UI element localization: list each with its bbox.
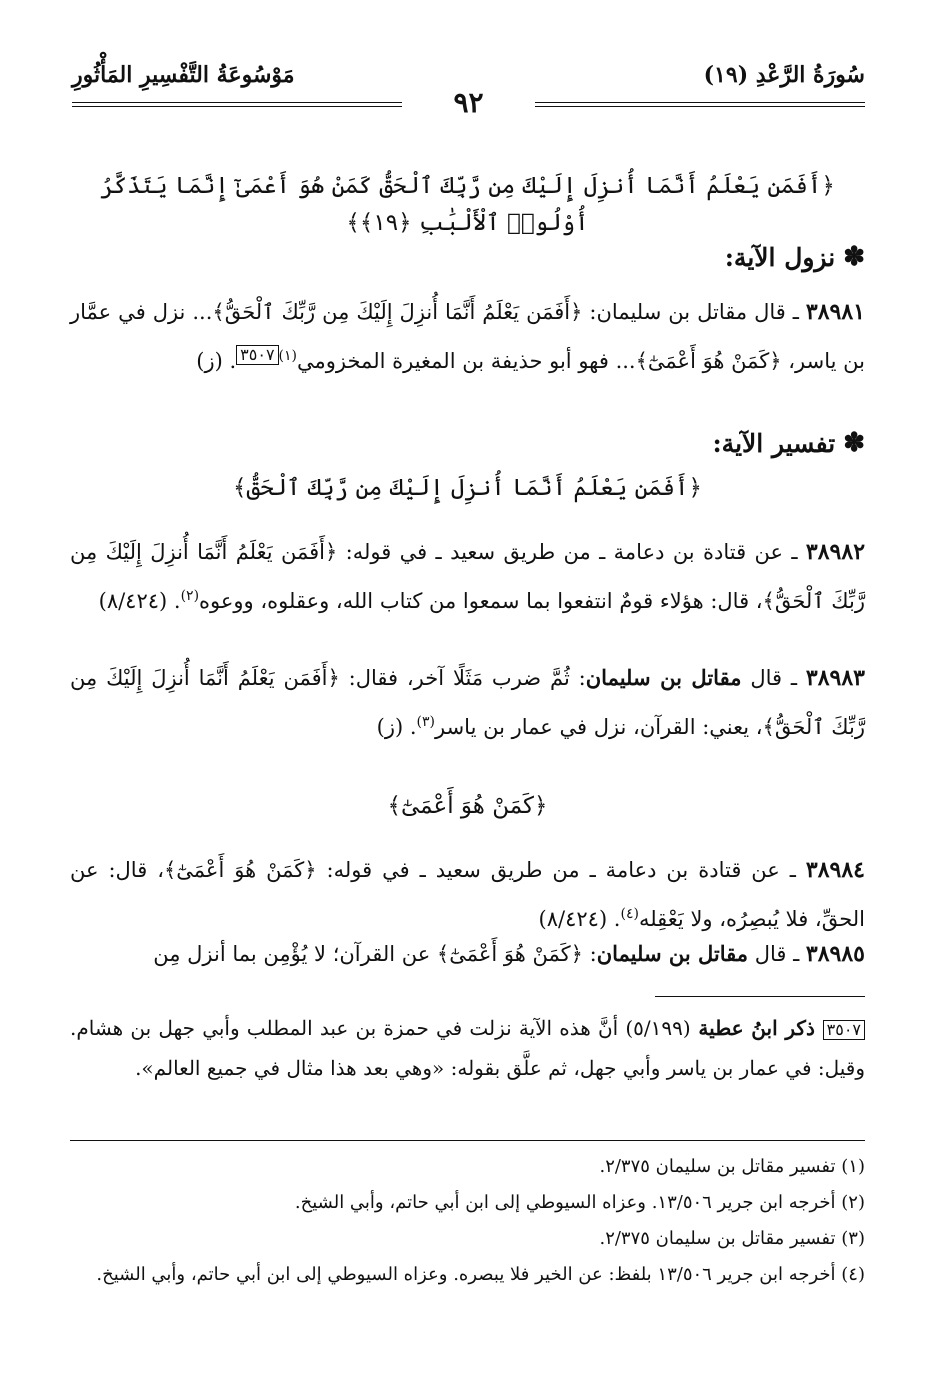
narration-38981 — [70, 290, 865, 383]
footnote-3: (٣) تفسير مقاتل بن سليمان ٢/٣٧٥. — [599, 1228, 865, 1249]
narration-38985 — [70, 932, 865, 976]
verse-heading-2: ﴿كَمَنْ هُوَ أَعْمَىٰٓ﴾ — [387, 793, 548, 819]
narration-number: ٣٨٩٨٢ — [805, 539, 866, 565]
footnote-4: (٤) أخرجه ابن جرير ١٣/٥٠٦ بلفظ: عن الخير فلا يبصره. وعزاه السيوطي إلى ابن أبي حاتم، وأبي الشيخ. — [96, 1264, 865, 1285]
section-heading-nuzul — [70, 242, 865, 272]
verse-heading-1: ﴿أَفَمَن يَعْلَمُ أَنَّمَا أُنزِلَ إِلَيْكَ مِن رَّبِّكَ ٱلْحَقُّ﴾ — [233, 475, 702, 501]
commentary-ref-box: ٣٥٠٧ — [823, 1020, 865, 1040]
footnote-marker: (٤) — [620, 906, 639, 922]
heading-text: تفسير الآية: — [712, 428, 836, 458]
narration-tail: . (ز) — [376, 715, 417, 739]
narration-text: ـ قال مقاتل بن سليمان: ﴿أَفَمَن يَعْلَمُ أَنَّمَا أُنزِلَ إِلَيْكَ مِن رَّبِّكَ ٱلْحَقُّ﴾... نزل في عمَّار بن ياسر، ﴿كَمَنْ هُوَ أَعْمَىٰٓ﴾... فهو أبو حذيفة بن المغيرة المخزومي — [70, 300, 865, 373]
narration-text: ـ عن قتادة بن دعامة ـ من طريق سعيد ـ في قوله: ﴿أَفَمَن يَعْلَمُ أَنَّمَا أُنزِلَ إِلَيْكَ مِن رَّبِّكَ ٱلْحَقُّ﴾، قال: هؤلاء قومٌ انتفعوا بما سمعوا من كتاب الله، وعقلوه، ووعوه — [70, 540, 865, 613]
book-title: مَوْسُوعَةُ التَّفْسِيرِ المَأْثُورِ — [72, 62, 295, 88]
page-number: ٩٢ — [453, 86, 484, 119]
top-verse: ﴿أَفَمَن يَعْلَمُ أَنَّمَا أُنزِلَ إِلَيْكَ مِن رَّبِّكَ ٱلْحَقُّ كَمَنْ هُوَ أَعْمَىٰٓ إِنَّمَا يَتَذَكَّرُ أُوْلُوا۟ ٱلْأَلْبَٰبِ ﴿١٩﴾﴾ — [100, 173, 835, 236]
star-ornament-icon: ✽ — [843, 242, 865, 272]
heading-text: نزول الآية: — [724, 242, 836, 272]
commentary-note — [70, 1008, 865, 1088]
footnote-marker: (٢) — [180, 588, 200, 604]
footnote-marker: (٣) — [416, 714, 435, 730]
star-ornament-icon: ✽ — [843, 428, 865, 458]
footnote-marker: (١) — [278, 348, 298, 364]
narration-38984 — [70, 848, 865, 941]
narration-number: ٣٨٩٨٥ — [805, 941, 865, 967]
narration-text-lead: ـ قال — [741, 666, 806, 690]
footnotes-separator — [70, 1140, 865, 1141]
surah-title: سُورَةُ الرَّعْدِ (١٩) — [703, 62, 865, 88]
commentary-separator — [655, 996, 865, 997]
narration-tail: . (٨/٤٢٤) — [538, 907, 621, 931]
footnote-1: (١) تفسير مقاتل بن سليمان ٢/٣٧٥. — [599, 1156, 865, 1177]
narration-text: : ﴿كَمَنْ هُوَ أَعْمَىٰٓ﴾ عن القرآن؛ لا يُؤْمِن بما أنزل مِن — [153, 942, 597, 966]
narration-text-lead: ـ قال — [748, 942, 806, 966]
narration-38983 — [70, 656, 865, 749]
narration-text: ـ عن قتادة بن دعامة ـ من طريق سعيد ـ في قوله: ﴿كَمَنْ هُوَ أَعْمَىٰٓ﴾، قال: عن الحقِّ، فلا يُبصِرُه، ولا يَعْقِله — [70, 858, 865, 931]
narrator-name: مقاتل بن سليمان — [596, 941, 749, 966]
narration-text: : ثُمَّ ضرب مَثَلًا آخر، فقال: ﴿أَفَمَن يَعْلَمُ أَنَّمَا أُنزِلَ إِلَيْكَ مِن رَّبِّكَ ٱلْحَقُّ﴾، يعني: القرآن، نزل في عمار بن ياسر — [70, 666, 865, 739]
narration-tail: . (٨/٤٢٤) — [98, 589, 181, 613]
section-heading-tafsir — [70, 428, 865, 458]
narration-number: ٣٨٩٨١ — [805, 299, 865, 325]
page-header — [72, 62, 865, 119]
narration-number: ٣٨٩٨٣ — [805, 665, 865, 691]
commentary-text: (٥/١٩٩) أنَّ هذه الآية نزلت في حمزة بن عبد المطلب وأبي جهل بن هشام. وقيل: في عمار بن ياسر وأبي جهل، ثم علَّق بقوله: «وهي بعد هذا مثال في جميع العالم». — [70, 1016, 865, 1080]
narrator-name: مقاتل بن سليمان — [585, 665, 742, 690]
narration-number: ٣٨٩٨٤ — [805, 857, 865, 883]
narration-38982 — [70, 530, 865, 623]
commentary-ref-box: ٣٥٠٧ — [236, 345, 278, 365]
narration-tail: . (ز) — [196, 349, 237, 373]
footnote-2: (٢) أخرجه ابن جرير ١٣/٥٠٦. وعزاه السيوطي إلى ابن أبي حاتم، وأبي الشيخ. — [294, 1192, 865, 1213]
commentary-lead: ذكر ابنُ عطية — [690, 1016, 823, 1040]
